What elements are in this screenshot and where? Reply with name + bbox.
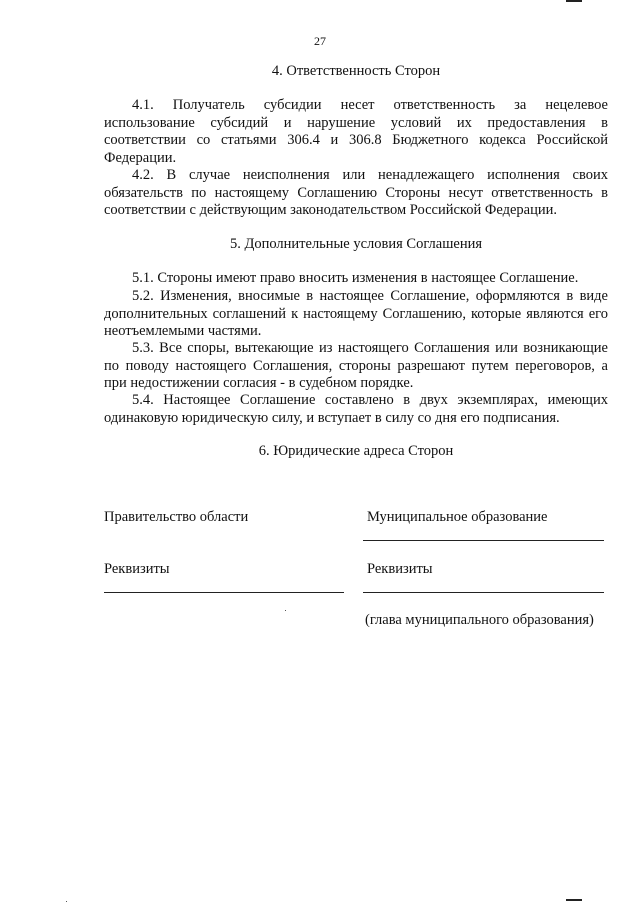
section-6-heading: 6. Юридические адреса Сторон bbox=[258, 443, 454, 459]
clause-5-4: 5.4. Настоящее Соглашение составлено в двух экземплярах, имеющих одинаковую юридическую силу, и вступает в силу со дня его подписания. bbox=[104, 392, 608, 426]
left-details-line bbox=[104, 592, 344, 593]
right-party-signature-line bbox=[363, 540, 604, 541]
section-5-heading: 5. Дополнительные условия Соглашения bbox=[229, 236, 483, 252]
scan-mark-top bbox=[566, 0, 582, 2]
scan-speck bbox=[285, 610, 286, 611]
right-details-label: Реквизиты bbox=[367, 561, 433, 577]
clause-5-2: 5.2. Изменения, вносимые в настоящее Соглашение, оформляются в виде дополнительных соглашений к настоящему Соглашению, которые являются его неотъемлемыми частями. bbox=[104, 288, 608, 339]
right-party-label: Муниципальное образование bbox=[367, 509, 548, 525]
left-party-label: Правительство области bbox=[104, 509, 249, 525]
clause-4-2: 4.2. В случае неисполнения или ненадлежащего исполнения своих обязательств по настоящему Соглашению Стороны несут ответственность в соответствии с действующим законодательством Российской Федерации. bbox=[104, 167, 608, 218]
clause-5-1: 5.1. Стороны имеют право вносить изменения в настоящее Соглашение. bbox=[132, 270, 579, 286]
scan-speck bbox=[66, 901, 67, 902]
right-details-line bbox=[363, 592, 604, 593]
right-signatory-label: (глава муниципального образования) bbox=[365, 612, 594, 628]
scan-mark-bottom bbox=[566, 899, 582, 901]
clause-5-3: 5.3. Все споры, вытекающие из настоящего Соглашения или возникающие по поводу настоящего Соглашения, стороны разрешают путем переговоров, а при недостижении согласия - в судебном порядке. bbox=[104, 340, 608, 391]
left-details-label: Реквизиты bbox=[104, 561, 170, 577]
page-number: 27 bbox=[314, 34, 326, 48]
clause-4-1: 4.1. Получатель субсидии несет ответственность за нецелевое использование субсидий и нарушение условий их предоставления в соответствии со статьями 306.4 и 306.8 Бюджетного кодекса Российской Федерации. bbox=[104, 97, 608, 166]
section-4-heading: 4. Ответственность Сторон bbox=[271, 63, 441, 79]
